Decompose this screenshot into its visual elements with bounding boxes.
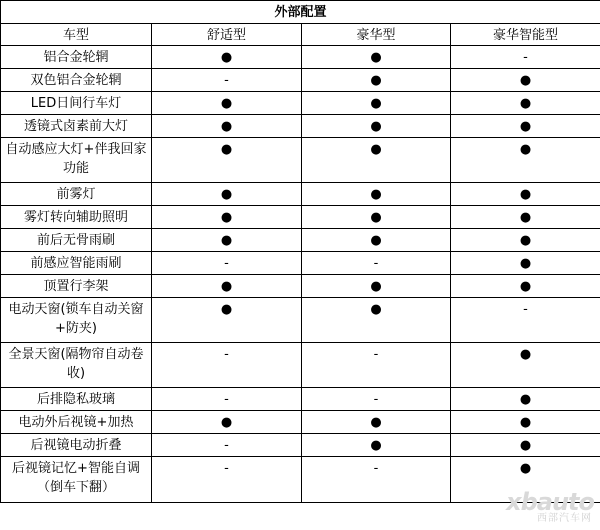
table-row (1, 92, 600, 115)
luxury-smart-value: ● (451, 138, 600, 183)
luxury-smart-value: ● (451, 388, 600, 411)
luxury-smart-value: ● (451, 115, 600, 138)
table-row (1, 434, 600, 457)
feature-name: 后视镜记忆+智能自调（倒车下翻） (1, 457, 152, 503)
luxury-value: ● (302, 138, 451, 183)
table-row (1, 229, 600, 252)
table-row (1, 138, 600, 183)
comfort-value: ● (152, 229, 302, 252)
luxury-value: ● (302, 46, 451, 69)
table-title: 外部配置 (1, 1, 600, 24)
watermark-logo-text: xbauto (506, 488, 594, 516)
feature-name: 后视镜电动折叠 (1, 434, 152, 457)
comfort-value: ● (152, 46, 302, 69)
comfort-value: ● (152, 411, 302, 434)
feature-name: 铝合金轮辋 (1, 46, 152, 69)
comfort-value: - (152, 388, 302, 411)
table-body (1, 46, 600, 503)
luxury-value: - (302, 252, 451, 275)
luxury-smart-value: ● (451, 343, 600, 388)
table-row (1, 252, 600, 275)
feature-name: LED日间行车灯 (1, 92, 152, 115)
comfort-value: - (152, 457, 302, 503)
feature-name: 前雾灯 (1, 183, 152, 206)
luxury-smart-value: ● (451, 275, 600, 298)
table-row (1, 388, 600, 411)
table-row (1, 275, 600, 298)
comfort-value: ● (152, 275, 302, 298)
luxury-value: ● (302, 298, 451, 343)
luxury-value: ● (302, 115, 451, 138)
table-row (1, 115, 600, 138)
comfort-value: ● (152, 206, 302, 229)
table-row (1, 183, 600, 206)
comfort-value: ● (152, 92, 302, 115)
luxury-smart-value: ● (451, 457, 600, 503)
luxury-smart-value: ● (451, 206, 600, 229)
table-row (1, 206, 600, 229)
table-row (1, 411, 600, 434)
watermark-sub-text: 西部汽车网 (537, 513, 592, 524)
luxury-value: ● (302, 434, 451, 457)
feature-name: 电动天窗(锁车自动关窗+防夹) (1, 298, 152, 343)
luxury-smart-value: ● (451, 411, 600, 434)
header-model: 车型 (1, 24, 152, 46)
luxury-value: - (302, 388, 451, 411)
header-comfort: 舒适型 (152, 24, 302, 46)
feature-name: 雾灯转向辅助照明 (1, 206, 152, 229)
feature-name: 后排隐私玻璃 (1, 388, 152, 411)
feature-name: 自动感应大灯+伴我回家功能 (1, 138, 152, 183)
feature-name: 前感应智能雨刷 (1, 252, 152, 275)
comfort-value: ● (152, 138, 302, 183)
table-row (1, 343, 600, 388)
comfort-value: ● (152, 115, 302, 138)
luxury-value: ● (302, 411, 451, 434)
luxury-smart-value: - (451, 46, 600, 69)
luxury-smart-value: ● (451, 92, 600, 115)
table-row (1, 298, 600, 343)
table-row (1, 69, 600, 92)
comfort-value: - (152, 252, 302, 275)
feature-name: 前后无骨雨刷 (1, 229, 152, 252)
feature-name: 双色铝合金轮辋 (1, 69, 152, 92)
comfort-value: - (152, 69, 302, 92)
feature-name: 透镜式卤素前大灯 (1, 115, 152, 138)
feature-name: 顶置行李架 (1, 275, 152, 298)
luxury-smart-value: ● (451, 69, 600, 92)
table-row (1, 46, 600, 69)
comfort-value: ● (152, 298, 302, 343)
luxury-smart-value: - (451, 298, 600, 343)
luxury-value: - (302, 457, 451, 503)
luxury-value: ● (302, 69, 451, 92)
watermark-logo (502, 490, 594, 524)
luxury-value: ● (302, 206, 451, 229)
luxury-smart-value: ● (451, 252, 600, 275)
luxury-value: ● (302, 229, 451, 252)
luxury-smart-value: ● (451, 183, 600, 206)
luxury-value: ● (302, 275, 451, 298)
luxury-smart-value: ● (451, 229, 600, 252)
luxury-value: ● (302, 92, 451, 115)
luxury-value: - (302, 343, 451, 388)
comfort-value: ● (152, 183, 302, 206)
header-luxury: 豪华型 (302, 24, 451, 46)
comfort-value: - (152, 434, 302, 457)
luxury-value: ● (302, 183, 451, 206)
feature-name: 全景天窗(隔物帘自动卷收) (1, 343, 152, 388)
feature-name: 电动外后视镜+加热 (1, 411, 152, 434)
luxury-smart-value: ● (451, 434, 600, 457)
comfort-value: - (152, 343, 302, 388)
header-luxury-smart: 豪华智能型 (451, 24, 600, 46)
